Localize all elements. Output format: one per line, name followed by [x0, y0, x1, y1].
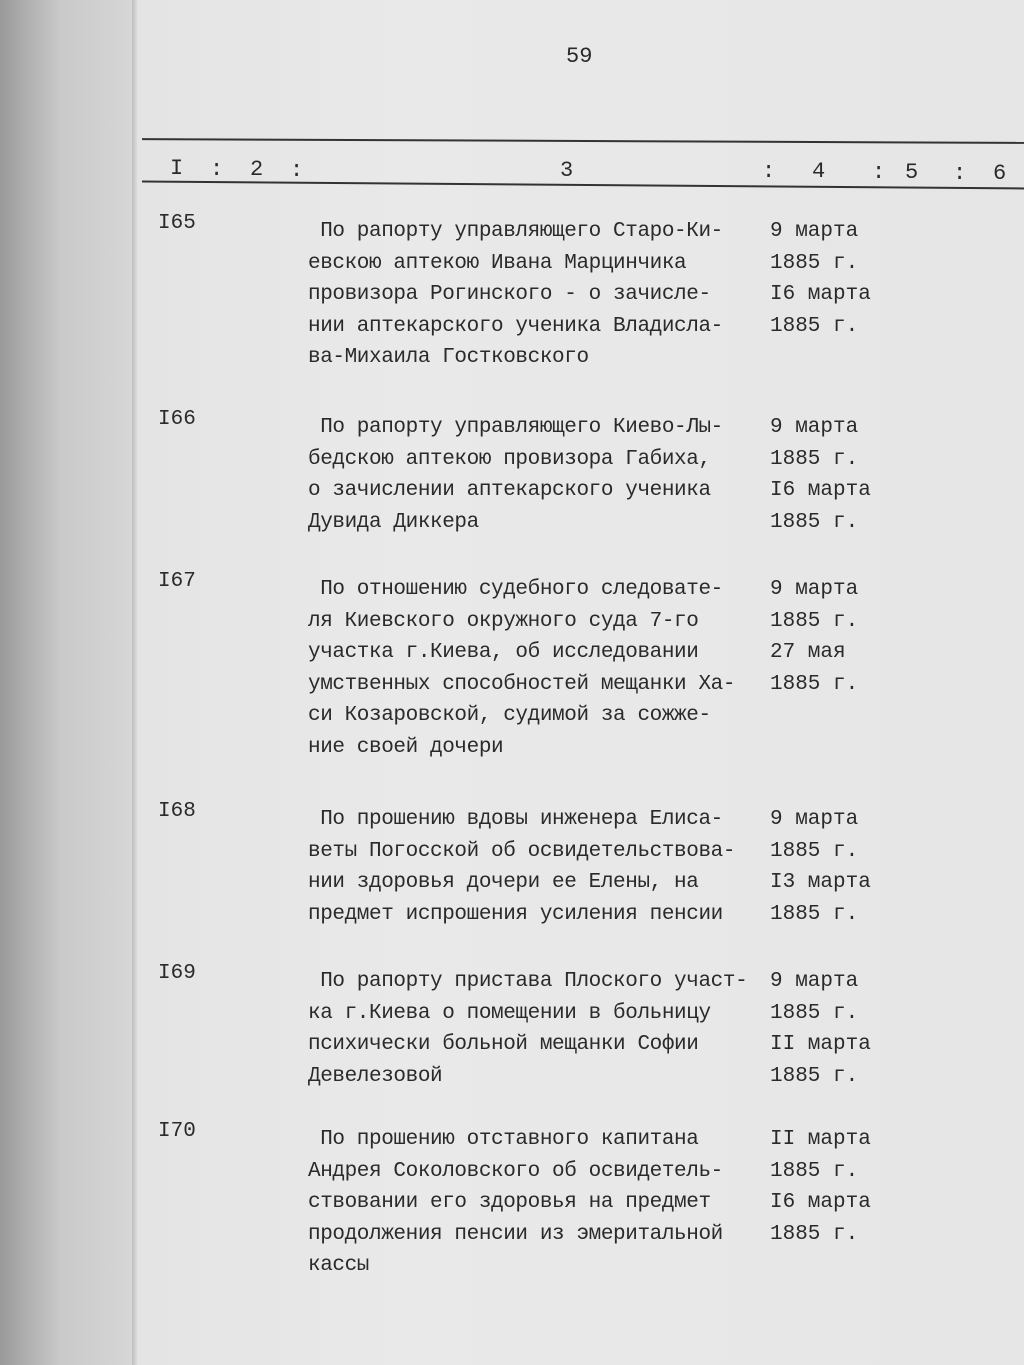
entry-date: 1885 г.: [770, 510, 859, 534]
entry-date: 1885 г.: [770, 447, 859, 471]
entry-text-line: ва-Михаила Гостковского: [308, 346, 589, 369]
column-separator: :: [953, 160, 967, 186]
entry-text-line: провизора Рогинского - о зачисле-: [308, 283, 711, 306]
entry-date: II марта: [770, 1128, 871, 1151]
entry-number: I65: [158, 212, 196, 235]
entry-text-line: ка г.Киева о помещении в больницу: [308, 1001, 711, 1025]
entry-text-line: о зачислении аптекарского ученика: [308, 479, 711, 502]
entry-text-line: По прошению отставного капитана: [308, 1128, 699, 1151]
entry-date: 9 марта: [770, 970, 859, 993]
entry-date: 1885 г.: [770, 1222, 859, 1246]
entry-date: 9 марта: [770, 416, 859, 439]
entry-date: 1885 г.: [770, 672, 859, 696]
entry-text-line: си Козаровской, судимой за сожже-: [308, 704, 711, 727]
entry-number: I66: [158, 408, 196, 431]
entry-date: 9 марта: [770, 220, 859, 243]
entry-date: II марта: [770, 1033, 871, 1056]
entry-number: I69: [158, 962, 196, 985]
entry-date: 1885 г.: [770, 839, 859, 863]
column-separator: :: [872, 159, 886, 185]
entry-date: 1885 г.: [770, 1159, 859, 1183]
entry-text-line: умственных способностей мещанки Ха-: [308, 672, 736, 696]
entry-date: I3 марта: [770, 871, 871, 894]
entry-text-line: кассы: [308, 1254, 370, 1277]
entry-text-line: Андрея Соколовского об освидетель-: [308, 1159, 723, 1183]
entry-date: 9 марта: [770, 808, 859, 831]
page-fold: [132, 0, 138, 1365]
header-bottom-rule: [142, 181, 1024, 190]
entry-text-line: бедскою аптекою провизора Габиха,: [308, 447, 711, 471]
entry-text-line: ля Киевского окружного суда 7-го: [308, 609, 699, 633]
entry-text-line: участка г.Киева, об исследовании: [308, 641, 699, 664]
entry-date: 1885 г.: [770, 314, 859, 338]
entry-text-line: По отношению судебного следовате-: [308, 578, 723, 601]
entry-date: 9 марта: [770, 578, 859, 601]
entry-text-line: психически больной мещанки Софии: [308, 1033, 699, 1056]
entry-date: I6 марта: [770, 479, 871, 502]
entry-number: I70: [158, 1120, 196, 1143]
entry-date: 1885 г.: [770, 1064, 859, 1088]
column-separator: :: [762, 158, 776, 184]
entry-text-line: По рапорту пристава Плоского участ-: [308, 970, 748, 993]
entry-text-line: По рапорту управляющего Киево-Лы-: [308, 416, 723, 439]
entry-text-line: предмет испрошения усиления пенсии: [308, 902, 723, 926]
column-number: 4: [812, 159, 826, 184]
entry-text-line: веты Погосской об освидетельствова-: [308, 839, 736, 863]
entry-date: 1885 г.: [770, 609, 859, 633]
entry-text-line: нии здоровья дочери ее Елены, на: [308, 871, 699, 894]
entry-text-line: ствовании его здоровья на предмет: [308, 1191, 711, 1214]
entry-text-line: евскою аптекою Ивана Марцинчика: [308, 251, 687, 275]
entry-number: I67: [158, 570, 196, 593]
column-number: 6: [993, 161, 1007, 186]
entry-text-line: Дувида Диккера: [308, 510, 479, 534]
entry-number: I68: [158, 800, 196, 823]
page-number: 59: [566, 44, 593, 69]
entry-text-line: Девелезовой: [308, 1064, 443, 1088]
entry-date: 1885 г.: [770, 1001, 859, 1025]
entry-text-line: По рапорту управляющего Старо-Ки-: [308, 220, 723, 243]
entry-date: I6 марта: [770, 283, 871, 306]
entry-text-line: По прошению вдовы инженера Елиса-: [308, 808, 723, 831]
entry-date: 1885 г.: [770, 251, 859, 275]
entry-date: 1885 г.: [770, 902, 859, 926]
column-number: 3: [560, 158, 574, 183]
entry-text-line: нии аптекарского ученика Владисла-: [308, 314, 723, 338]
entry-date: 27 мая: [770, 641, 846, 664]
column-number: 2: [250, 157, 264, 182]
column-number: I: [170, 156, 184, 181]
header-top-rule: [142, 138, 1024, 144]
entry-date: I6 марта: [770, 1191, 871, 1214]
column-separator: :: [210, 156, 224, 182]
column-number: 5: [905, 160, 919, 185]
entry-text-line: ние своей дочери: [308, 735, 504, 759]
entry-text-line: продолжения пенсии из эмеритальной: [308, 1222, 723, 1246]
column-separator: :: [290, 157, 304, 183]
